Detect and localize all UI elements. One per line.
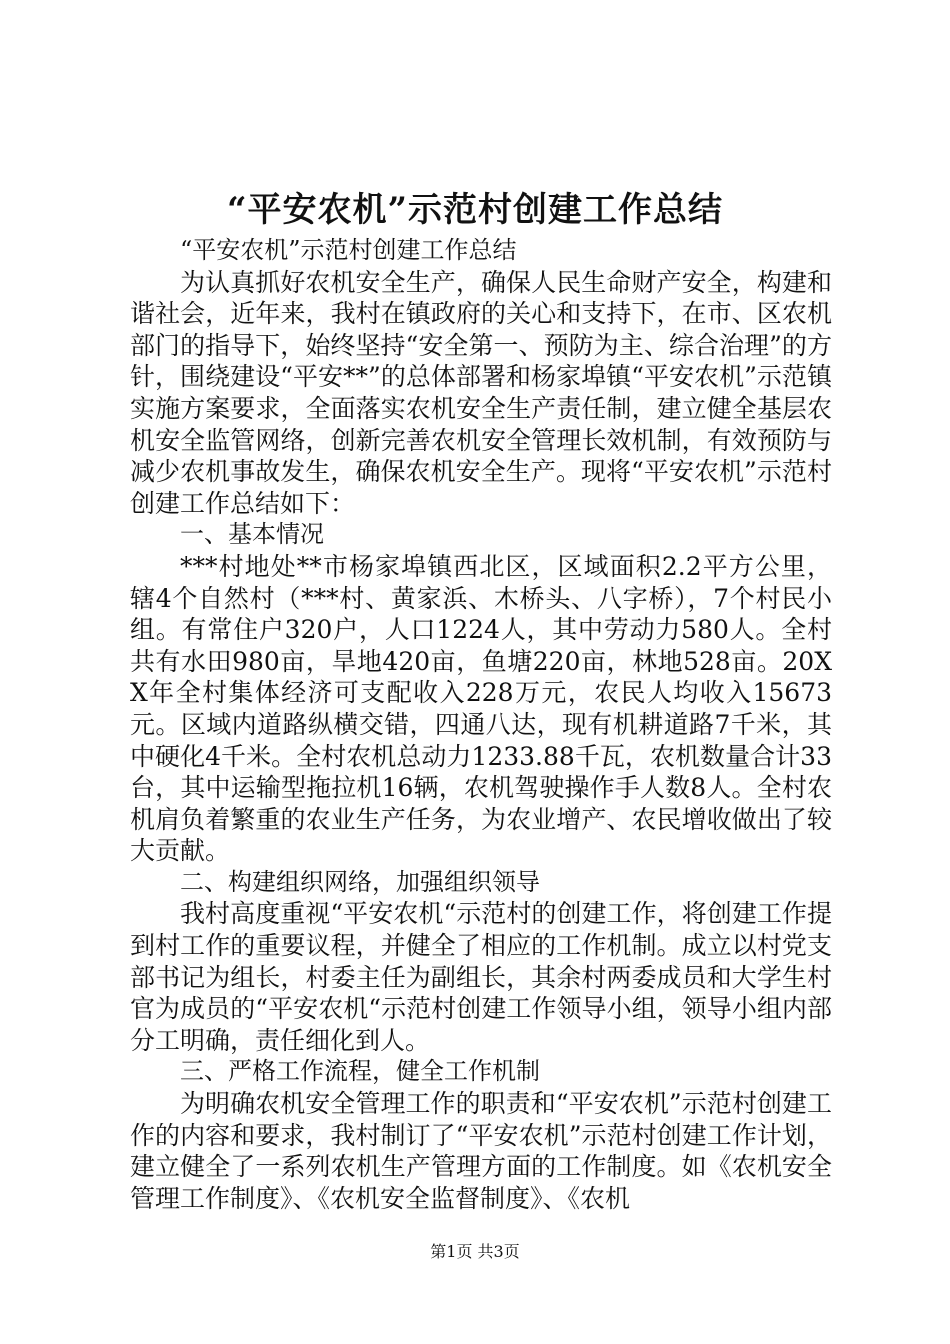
- subtitle-heading: “平安农机”示范村创建工作总结: [180, 236, 517, 264]
- section-heading-organization: 二、构建组织网络，加强组织领导: [180, 867, 540, 896]
- intro-paragraph: 为认真抓好农机安全生产，确保人民生命财产安全，构建和谐社会，近年来，我村在镇政府的关心和支持下，在市、区农机部门的指导下，始终坚持“安全第一、预防为主、综合治理”的方针，围绕建设“平安**”的总体部署和杨家埠镇“平安农机”示范镇实施方案要求，全面落实农机安全生产责任制，建立健全基层农机安全监管网络，创新完善农机安全管理长效机制，有效预防与减少农机事故发生，确保农机安全生产。现将“平安农机”示范村创建工作总结如下：: [130, 267, 832, 518]
- page-footer: 第1页 共3页: [430, 1242, 520, 1261]
- section-heading-workflow: 三、严格工作流程，健全工作机制: [180, 1057, 540, 1086]
- organization-paragraph: 我村高度重视“平安农机“示范村的创建工作，将创建工作提到村工作的重要议程，并健全了相应的工作机制。成立以村党支部书记为组长，村委主任为副组长，其余村两委成员和大学生村官为成员的“平安农机“示范村创建工作领导小组，领导小组内部分工明确，责任细化到人。: [130, 899, 832, 1055]
- document-title: “平安农机”示范村创建工作总结: [226, 190, 724, 230]
- workflow-paragraph: 为明确农机安全管理工作的职责和“平安农机”示范村创建工作的内容和要求，我村制订了“平安农机”示范村创建工作计划，建立健全了一系列农机生产管理方面的工作制度。如《农机安全管理工作制度》、《农机安全监督制度》、《农机: [130, 1089, 832, 1213]
- document-body: [130, 235, 832, 1214]
- section-heading-basic-info: 一、基本情况: [180, 520, 324, 549]
- basic-info-paragraph: ***村地处**市杨家埠镇西北区，区域面积2.2平方公里，辖4个自然村（***村、黄家浜、木桥头、八字桥），7个村民小组。有常住户320户，人口1224人，其中劳动力580人。全村共有水田980亩，旱地420亩，鱼塘220亩，林地528亩。20XX年全村集体经济可支配收入228万元，农民人均收入15673元。区域内道路纵横交错，四通八达，现有机耕道路7千米，其中硬化4千米。全村农机总动力1233.88千瓦，农机数量合计33台，其中运输型拖拉机16辆，农机驾驶操作手人数8人。全村农机肩负着繁重的农业生产任务，为农业增产、农民增收做出了较大贡献。: [130, 551, 832, 866]
